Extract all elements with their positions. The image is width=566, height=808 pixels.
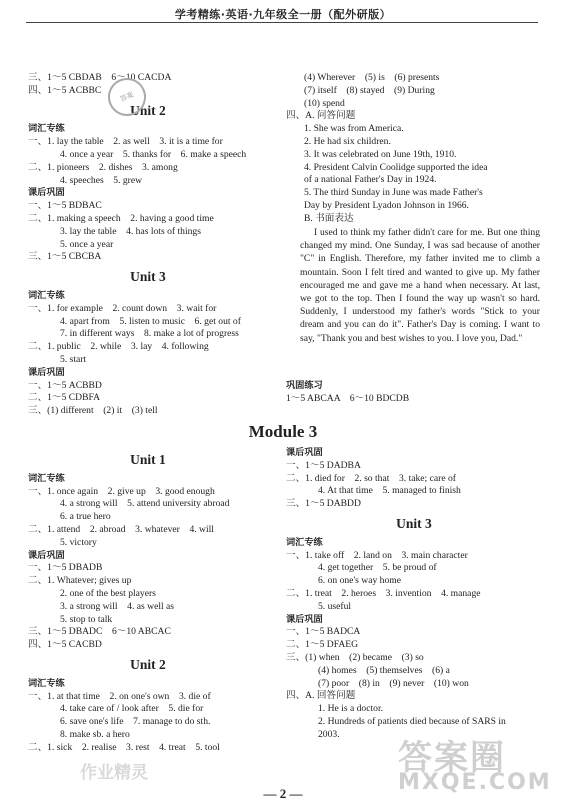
right-column-top xyxy=(286,72,542,226)
answer-line: (7) itself (8) stayed (9) During xyxy=(304,84,435,96)
answer-line: 三、1～5 DABDD xyxy=(286,498,361,510)
unit-title: Unit 3 xyxy=(396,515,432,531)
answer-line: 2. one of the best players xyxy=(60,587,156,599)
unit-title: Unit 2 xyxy=(130,102,166,118)
answer-line: 一、1～5 DADBA xyxy=(286,459,361,471)
answer-line: 4. President Calvin Coolidge supported the idea xyxy=(304,161,488,173)
section-heading: 词汇专练 xyxy=(286,536,323,548)
answer-line: 一、1. at that time 2. on one's own 3. die of xyxy=(28,690,211,702)
answer-line: 5. victory xyxy=(60,536,97,548)
answer-line: 一、1～5 DBADB xyxy=(28,562,103,574)
answer-line: 5. stop to talk xyxy=(60,613,113,625)
answer-line: 2. Hundreds of patients died because of SARS in xyxy=(318,715,506,727)
section-heading: 课后巩固 xyxy=(28,187,65,199)
answer-line: 二、1. attend 2. abroad 3. whatever 4. will xyxy=(28,523,214,535)
answer-line: 2. He had six children. xyxy=(304,135,391,147)
answer-line: (4) Wherever (5) is (6) presents xyxy=(304,72,440,83)
answer-line: 二、1. making a speech 2. having a good time xyxy=(28,212,214,224)
answer-line: 四、1～5 ACBBC xyxy=(28,84,102,96)
answer-line: (10) spend xyxy=(304,97,345,109)
essay-paragraph: I used to think my father didn't care for me. But one thing changed my mind. One Sunday, I was sad because of another "C" in English. Therefore, my father invited me to climb a mountain. Soon I felt tired and wanted to give up. My father encouraged me and gave me a hand when necessary. At last, we got to the top. Then I found the way up wasn't so hard. Suddenly, I understood my father's words "Stick to your dream and you can do it". Father's Day is coming. I want to say, "Thank you and best wishes to you. I love you, Dad." xyxy=(300,227,540,344)
answer-line: 8. make sb. a hero xyxy=(60,728,130,740)
section-heading: 词汇专练 xyxy=(28,472,65,484)
watermark-url: MXQE.COM xyxy=(398,770,552,795)
answer-line: 4. a strong will 5. attend university abroad xyxy=(60,498,230,510)
answer-line: 3. a strong will 4. as well as xyxy=(60,600,175,612)
answer-line: 二、1. sick 2. realise 3. rest 4. treat 5. tool xyxy=(28,741,220,753)
page-number: — 2 — xyxy=(263,786,303,801)
answer-line: B. 书面表达 xyxy=(304,212,354,224)
answer-line: 3. It was celebrated on June 19th, 1910. xyxy=(304,148,457,160)
answer-line: 三、1～5 DBADC 6～10 ABCAC xyxy=(28,626,171,638)
answer-line: 4. take care of / look after 5. die for xyxy=(60,703,204,715)
answer-line: 二、1. public 2. while 3. lay 4. following xyxy=(28,341,209,353)
right-column-bottom xyxy=(286,447,542,742)
answer-line: Day by President Lyadon Johnson in 1966. xyxy=(304,199,469,211)
answer-line: 5. start xyxy=(60,353,87,365)
answer-line: 4. At that time 5. managed to finish xyxy=(318,485,461,497)
answer-line: 二、1. treat 2. heroes 3. invention 4. manage xyxy=(286,587,481,599)
answer-line: 4. apart from 5. listen to music 6. get out of xyxy=(60,315,241,327)
answer-line: 一、1～5 BDBAC xyxy=(28,200,102,212)
header-rule xyxy=(26,22,538,23)
answer-line: 三、(1) different (2) it (3) tell xyxy=(28,405,158,417)
answer-line: (7) poor (8) in (9) never (10) won xyxy=(318,677,469,689)
section-heading: 课后巩固 xyxy=(28,366,65,378)
section-heading: 课后巩固 xyxy=(286,447,323,458)
section-heading: 巩固练习 xyxy=(286,380,323,391)
answer-line: 四、1～5 CACBD xyxy=(28,639,102,651)
section-heading: 课后巩固 xyxy=(28,549,65,561)
watermark-bottom: 作业精灵 xyxy=(80,763,148,783)
answer-line: 一、1. take off 2. land on 3. main character xyxy=(286,549,468,561)
answer-line: 7. in different ways 8. make a lot of progress xyxy=(60,328,239,340)
section-heading: 词汇专练 xyxy=(28,123,65,135)
section-heading: 词汇专练 xyxy=(28,289,65,301)
section-heading: 课后巩固 xyxy=(286,613,323,625)
left-column-top xyxy=(28,72,268,418)
left-column-bottom xyxy=(28,447,268,755)
answer-line: 一、1～5 ACBBD xyxy=(28,379,102,391)
answer-line: 2003. xyxy=(318,728,340,740)
unit-title: Unit 2 xyxy=(130,656,166,672)
answer-line: 三、(1) when (2) became (3) so xyxy=(286,651,424,663)
answer-line: 二、1. pioneers 2. dishes 3. among xyxy=(28,161,178,173)
answer-line: 二、1～5 DFAEG xyxy=(286,639,359,651)
answer-line: 6. a true hero xyxy=(60,511,111,523)
answer-line: 6. save one's life 7. manage to do sth. xyxy=(60,716,211,728)
module-title: Module 3 xyxy=(248,422,318,441)
answer-line: 一、1. lay the table 2. as well 3. it is a time for xyxy=(28,136,223,148)
answer-line: 三、1～5 CBCBA xyxy=(28,251,102,263)
unit-title: Unit 1 xyxy=(130,452,166,467)
section-heading: 词汇专练 xyxy=(28,677,65,689)
answer-line: 1～5 ABCAA 6～10 BDCDB xyxy=(286,392,410,404)
watermark-logo: 答案圈 xyxy=(398,738,506,778)
answer-line: 一、1～5 BADCA xyxy=(286,626,361,638)
unit-title: Unit 3 xyxy=(130,269,166,285)
answer-line: 5. useful xyxy=(318,600,352,612)
answer-line: 3. lay the table 4. has lots of things xyxy=(60,225,201,237)
answer-line: 四、A. 回答问题 xyxy=(286,690,356,702)
answer-line: 5. once a year xyxy=(60,238,114,250)
answer-line: 一、1. once again 2. give up 3. good enough xyxy=(28,485,215,497)
answer-line: 二、1. died for 2. so that 3. take; care of xyxy=(286,472,456,484)
answer-line: 6. on one's way home xyxy=(318,575,401,587)
answer-line: (4) homes (5) themselves (6) a xyxy=(318,664,450,676)
practice-section xyxy=(286,380,542,406)
answer-line: 一、1. for example 2. count down 3. wait for xyxy=(28,302,217,314)
answer-line: 5. The third Sunday in June was made Father's xyxy=(304,187,483,199)
answer-line: 4. once a year 5. thanks for 6. make a speech xyxy=(60,148,247,160)
answer-line: of a national Father's Day in 1924. xyxy=(304,174,437,186)
page-header: 学考精练·英语·九年级全一册（配外研版） xyxy=(174,8,392,21)
answer-line: 1. He is a doctor. xyxy=(318,703,384,715)
answer-line: 四、A. 问答问题 xyxy=(286,110,356,122)
answer-line: 二、1～5 CDBFA xyxy=(28,392,101,404)
answer-line: 三、1～5 CBDAB 6～10 CACDA xyxy=(28,72,172,83)
answer-line: 1. She was from America. xyxy=(304,123,404,135)
answer-line: 4. get together 5. be proud of xyxy=(318,562,437,574)
stamp-logo: 答案 xyxy=(102,72,152,122)
answer-line: 二、1. Whatever; gives up xyxy=(28,575,132,587)
answer-line: 4. speeches 5. grew xyxy=(60,174,143,186)
